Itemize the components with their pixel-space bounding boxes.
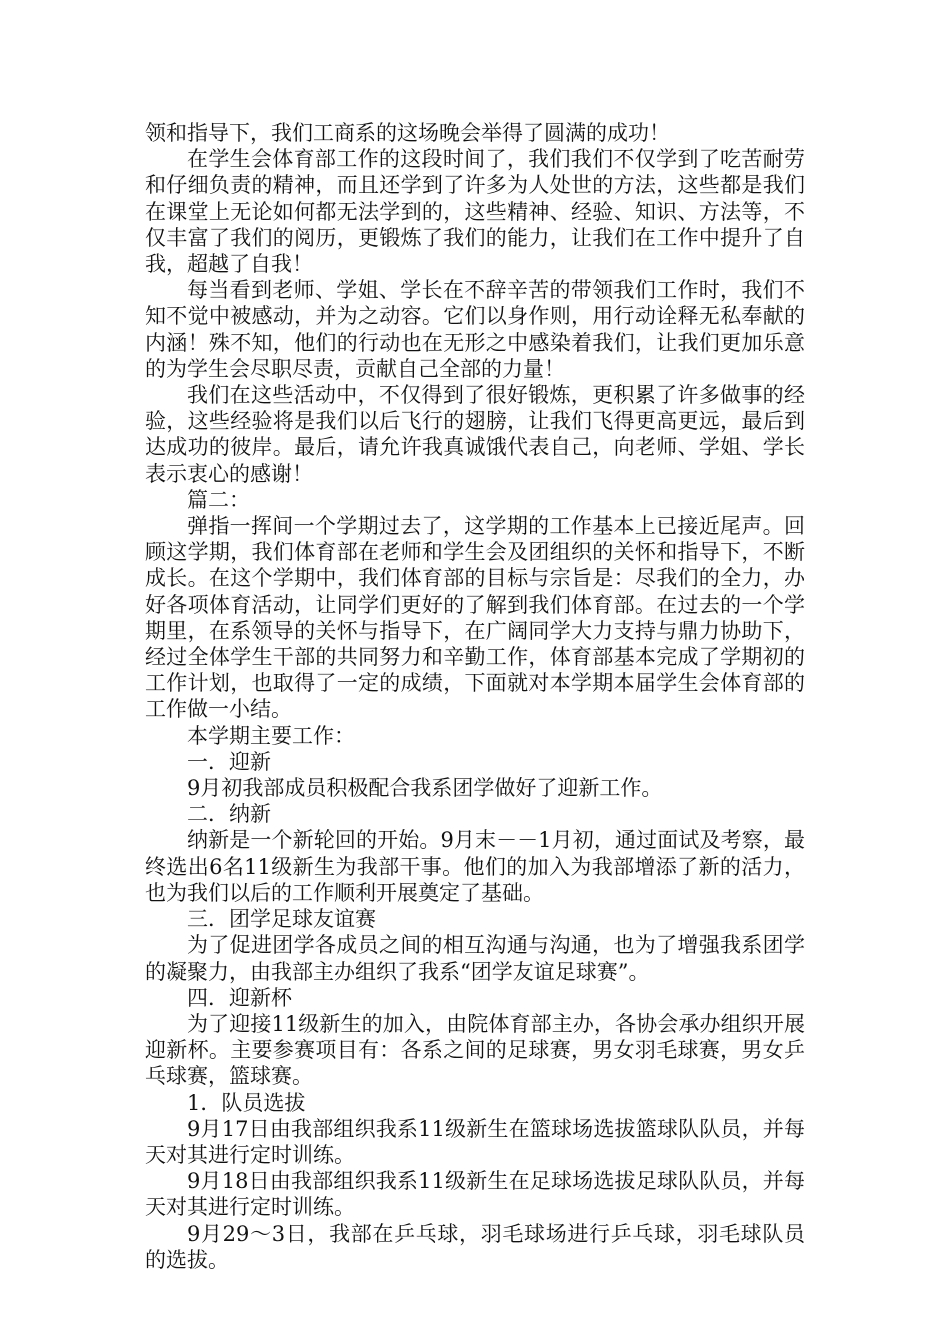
paragraph: 9月初我部成员积极配合我系团学做好了迎新工作。: [187, 776, 663, 801]
section-heading: 本学期主要工作：: [187, 723, 355, 748]
paragraph: 纳新是一个新轮回的开始。9月末－－1月初，通过面试及考察，最终选出6名11级新生为我部干事。他们的加入为我部增添了新的活力，也为我们以后的工作顺利开展奠定了基础。: [145, 828, 805, 905]
section-heading: 一．迎新: [187, 749, 271, 774]
section-heading: 三．团学足球友谊赛: [187, 907, 376, 932]
paragraph: 每当看到老师、学姐、学长在不辞辛苦的带领我们工作时，我们不知不觉中被感动，并为之动容。它们以身作则，用行动诠释无私奉献的内涵！殊不知，他们的行动也在无形之中感染着我们，让我们更加乐意的为学生会尽职尽责，贡献自己全部的力量！: [145, 278, 805, 381]
document-page: [145, 120, 805, 1273]
paragraph: 为了促进团学各成员之间的相互沟通与沟通，也为了增强我系团学的凝聚力，由我部主办组织了我系“团学友谊足球赛”。: [145, 933, 805, 984]
subsection-heading: 1．队员选拔: [187, 1090, 306, 1115]
paragraph: 我们在这些活动中，不仅得到了很好锻炼，更积累了许多做事的经验，这些经验将是我们以后飞行的翅膀，让我们飞得更高更远，最后到达成功的彼岸。最后，请允许我真诚饿代表自己，向老师、学姐、学长表示衷心的感谢！: [145, 383, 805, 486]
paragraph: 为了迎接11级新生的加入，由院体育部主办，各协会承办组织开展迎新杯。主要参赛项目有：各系之间的足球赛，男女羽毛球赛，男女乒乓球赛，篮球赛。: [145, 1011, 805, 1089]
paragraph: 在学生会体育部工作的这段时间了，我们我们不仅学到了吃苦耐劳和仔细负责的精神，而且还学到了许多为人处世的方法，这些都是我们在课堂上无论如何都无法学到的，这些精神、经验、知识、方法等，不仅丰富了我们的阅历，更锻炼了我们的能力，让我们在工作中提升了自我，超越了自我！: [145, 147, 805, 277]
paragraph: 9月18日由我部组织我系11级新生在足球场选拔足球队队员，并每天对其进行定时训练。: [145, 1169, 805, 1220]
section-heading: 四．迎新杯: [187, 985, 292, 1010]
paragraph: 9月17日由我部组织我系11级新生在篮球场选拔篮球队队员，并每天对其进行定时训练。: [145, 1116, 805, 1167]
paragraph: 弹指一挥间一个学期过去了，这学期的工作基本上已接近尾声。回顾这学期，我们体育部在老师和学生会及团组织的关怀和指导下，不断成长。在这个学期中，我们体育部的目标与宗旨是：尽我们的全力，办好各项体育活动，让同学们更好的了解到我们体育部。在过去的一个学期里，在系领导的关怀与指导下，在广阔同学大力支持与鼎力协助下，经过全体学生干部的共同努力和辛勤工作，体育部基本完成了学期初的工作计划，也取得了一定的成绩，下面就对本学期本届学生会体育部的工作做一小结。: [145, 514, 805, 722]
paragraph: 领和指导下，我们工商系的这场晚会举得了圆满的成功！: [145, 121, 670, 145]
paragraph: 9月29～3日，我部在乒乓球，羽毛球场进行乒乓球，羽毛球队员的选拔。: [145, 1221, 805, 1272]
section-heading: 篇二：: [187, 487, 250, 512]
section-heading: 二．纳新: [187, 802, 271, 827]
